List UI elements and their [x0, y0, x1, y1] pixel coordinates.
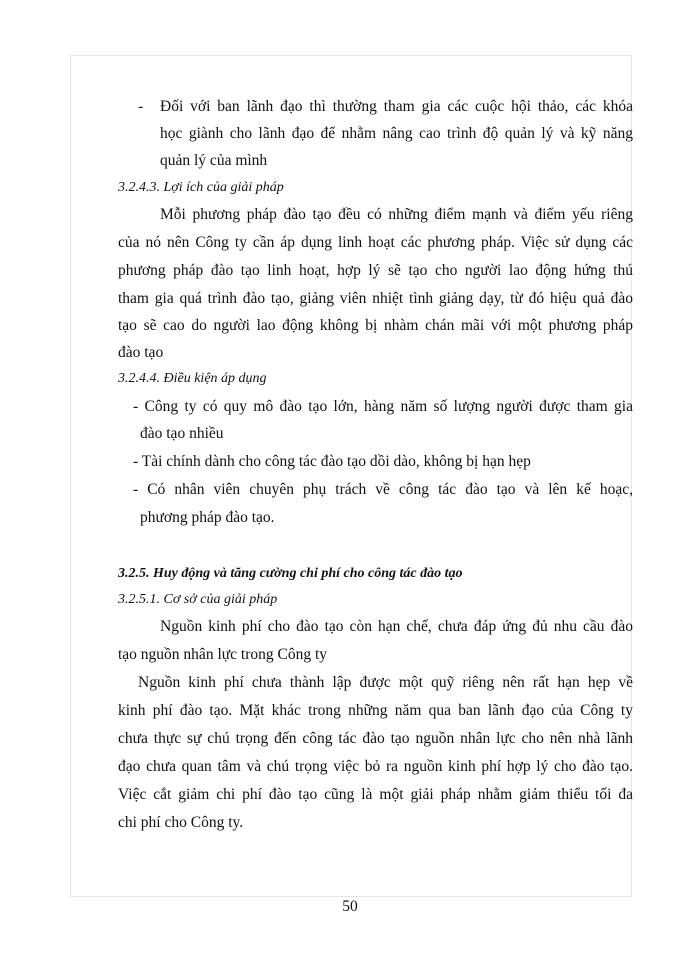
cond-line-3: - Tài chính dành cho công tác đào tạo dồi dào, không bị hạn hẹp	[133, 453, 531, 470]
para-3251b-line-4: đạo chưa quan tâm và chú trọng việc bỏ ra nguồn kinh phí hợp lý cho đào tạo.	[118, 758, 633, 775]
heading-3-2-4-3: 3.2.4.3. Lợi ích của giải pháp	[118, 180, 284, 195]
para-3243-line-2: của nó nên Công ty cần áp dụng linh hoạt các phương pháp. Việc sử dụng các	[118, 234, 633, 251]
para-3243-line-3: phương pháp đào tạo linh hoạt, hợp lý sẽ tạo cho người lao động hứng thú	[118, 262, 633, 279]
cond-line-1: - Công ty có quy mô đào tạo lớn, hàng năm số lượng người được tham gia	[133, 398, 633, 415]
para-3243-line-1: Mỗi phương pháp đào tạo đều có những điểm mạnh và điểm yếu riêng	[160, 206, 633, 223]
cond-line-4: - Có nhân viên chuyên phụ trách về công tác đào tạo và lên kế hoạc,	[133, 481, 633, 498]
para-3251b-line-2: kinh phí đào tạo. Mặt khác trong những năm qua ban lãnh đạo của Công ty	[118, 702, 633, 719]
cond-line-5: phương pháp đào tạo.	[140, 509, 275, 526]
para-3243-line-6: đào tạo	[118, 344, 164, 361]
bullet-1-line-3: quản lý của mình	[160, 152, 268, 169]
page-number: 50	[342, 898, 358, 915]
para-3251b-line-5: Việc cắt giảm chi phí đào tạo cũng là một giải pháp nhằm giảm thiểu tối đa	[118, 786, 633, 803]
heading-3-2-5: 3.2.5. Huy động và tăng cường chi phí cho công tác đào tạo	[118, 566, 463, 581]
bullet-dash: -	[138, 98, 144, 115]
para-3251b-line-3: chưa thực sự chú trọng đến công tác đào tạo nguồn nhân lực cho nên nhà lãnh	[118, 730, 633, 747]
bullet-1-line-1: Đối với ban lãnh đạo thì thường tham gia các cuộc hội thảo, các khóa	[160, 98, 633, 115]
para-3251b-line-6: chi phí cho Công ty.	[118, 814, 244, 831]
para-3243-line-4: tham gia quá trình đào tạo, giảng viên nhiệt tình giảng dạy, từ đó hiệu quả đào	[118, 290, 633, 307]
heading-3-2-5-1: 3.2.5.1. Cơ sở của giải pháp	[118, 592, 278, 607]
para-3251b-line-1: Nguồn kinh phí chưa thành lập được một quỹ riêng nên rất hạn hẹp về	[138, 674, 633, 691]
para-3243-line-5: tạo sẽ cao do người lao động không bị nhàm chán mãi với một phương pháp	[118, 317, 633, 334]
para-3251a-line-2: tạo nguồn nhân lực trong Công ty	[118, 646, 328, 663]
cond-line-2: đào tạo nhiều	[140, 425, 224, 442]
para-3251a-line-1: Nguồn kinh phí cho đào tạo còn hạn chế, chưa đáp ứng đủ nhu cầu đào	[160, 618, 633, 635]
heading-3-2-4-4: 3.2.4.4. Điều kiện áp dụng	[118, 371, 267, 386]
bullet-1-line-2: học giành cho lãnh đạo để nhằm nâng cao trình độ quản lý và kỹ năng	[160, 125, 633, 142]
